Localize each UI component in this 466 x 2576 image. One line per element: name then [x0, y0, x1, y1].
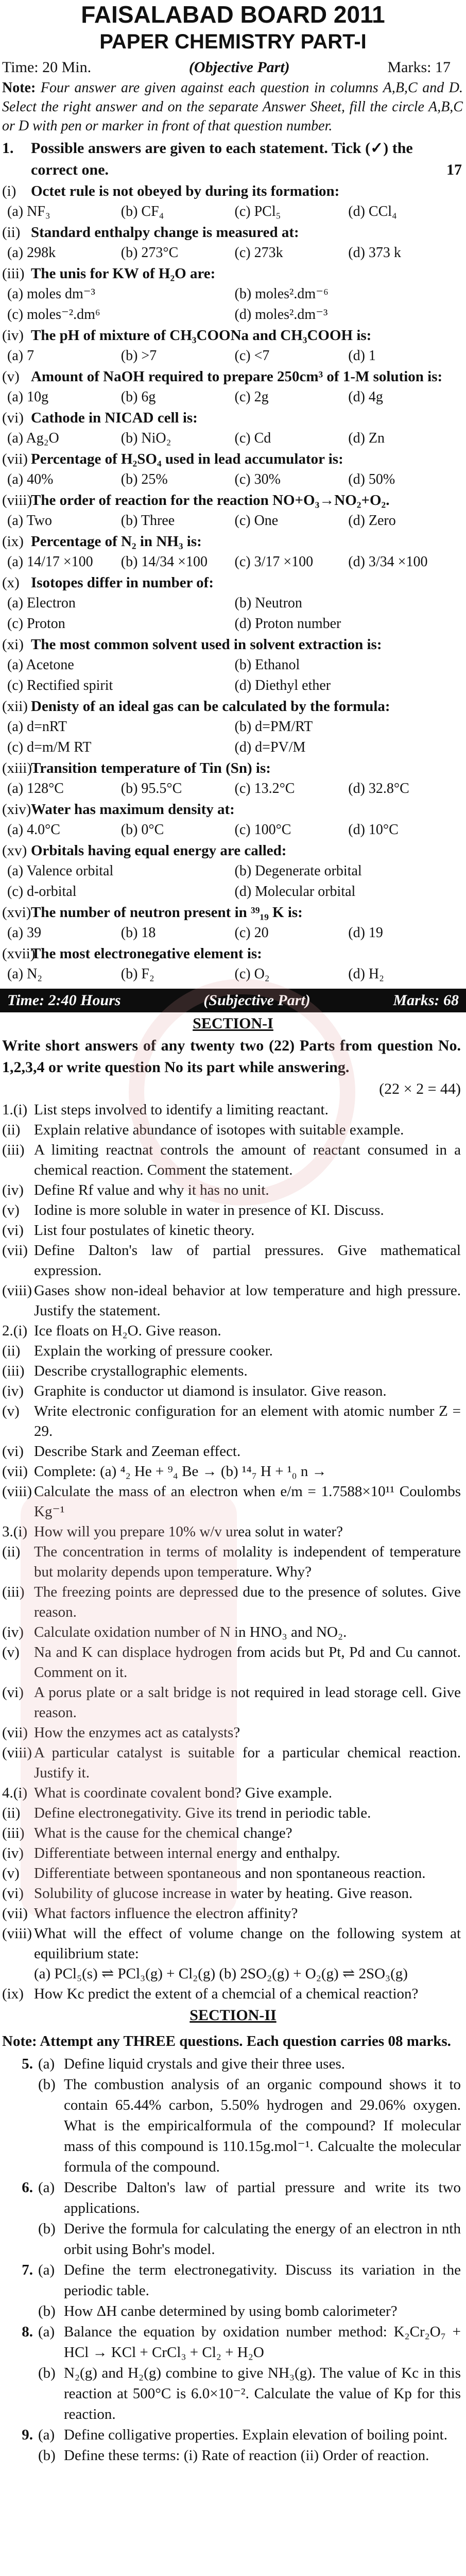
long-question-number	[2, 2363, 38, 2425]
short-question-number: 1.(i)	[2, 1101, 28, 1118]
long-question-number: 8.	[22, 2324, 33, 2340]
mcq-item	[0, 902, 466, 943]
short-question-text: Differentiate between internal energy and enthalpy.	[34, 1845, 340, 1861]
mcq-stem	[2, 943, 462, 964]
mcq-item	[0, 799, 466, 840]
long-question-part: (b)	[38, 2303, 56, 2319]
mcq-roman-number: (xiii)	[2, 760, 32, 776]
mcq-option: (a) N₂	[7, 966, 43, 982]
short-question	[0, 1281, 466, 1321]
mcq-option: (d) Diethyl ether	[234, 677, 331, 693]
short-question	[0, 1964, 466, 1984]
mcq-item	[0, 758, 466, 799]
mcq-option: (d) H₂	[348, 966, 384, 982]
short-question-number: (vi)	[2, 1885, 24, 1902]
short-question-text: (a) PCl₅(s) ⇌ PCl₃(g) + Cl₂(g) (b) 2SO₂(g) + O₂(g) ⇌ 2SO₃(g)	[34, 1965, 408, 1982]
time-label: Time: 20 Min.	[2, 59, 92, 76]
mcq-stem-text: The most common solvent used in solvent extraction is:	[31, 636, 382, 653]
short-question-number: (vii)	[2, 1242, 28, 1259]
short-question-number: 2.(i)	[2, 1323, 28, 1339]
short-question-text: What factors influence the electron affinity?	[34, 1905, 298, 1922]
section-1-title: SECTION-I	[193, 1015, 273, 1032]
short-question-number: (iv)	[2, 1383, 24, 1399]
mcq-stem-text: Isotopes differ in number of:	[31, 574, 214, 591]
mcq-option: (b) F₂	[120, 966, 154, 982]
watermark-stamp	[21, 1494, 237, 1917]
short-question	[0, 1221, 466, 1241]
objective-header	[0, 55, 466, 78]
short-question-text: Complete: (a) ⁴₂ He + ⁹₄ Be → (b) ¹⁴₇ H + ¹₀ n →	[34, 1463, 327, 1480]
mcq-option: (b) 14/34 ×100	[120, 554, 208, 570]
mcq-option: (d) 4g	[348, 389, 383, 405]
mcq-option: (a) moles dm⁻³	[7, 286, 95, 302]
mcq-options	[2, 511, 462, 531]
mcq-item	[0, 181, 466, 222]
mcq-item	[0, 263, 466, 325]
mcq-stem	[2, 490, 462, 511]
question-marks: 17	[446, 161, 462, 178]
mcq-option: (b) 0°C	[120, 822, 164, 838]
mcq-list	[0, 181, 466, 985]
mcq-options	[2, 428, 462, 449]
long-question-part: (b)	[38, 2447, 56, 2464]
short-question-number: (iii)	[2, 1363, 25, 1379]
mcq-option: (b) Neutron	[234, 595, 302, 611]
mcq-stem-text: The number of neutron present in ³⁹₁₉ K is:	[31, 904, 303, 921]
mcq-item	[0, 366, 466, 408]
mcq-stem	[2, 696, 462, 717]
mcq-option: (a) Acetone	[7, 657, 74, 673]
mcq-item	[0, 572, 466, 634]
short-question-text: List steps involved to identify a limiting reactant.	[34, 1101, 329, 1118]
mcq-option: (a) 14/17 ×100	[7, 554, 93, 570]
mcq-options	[2, 593, 462, 634]
mcq-roman-number: (vii)	[2, 451, 28, 467]
long-question-text: Define colligative properties. Explain elevation of boiling point.	[64, 2427, 447, 2443]
short-question-number: (v)	[2, 1202, 20, 1218]
long-question-number	[2, 2301, 38, 2321]
mcq-option: (d) 1	[348, 348, 376, 364]
note-block	[0, 78, 466, 135]
mcq-option: (d) 10°C	[348, 822, 399, 838]
short-question-number: (v)	[2, 1644, 20, 1660]
mcq-roman-number: (x)	[2, 574, 20, 591]
mcq-option: (a) 39	[7, 925, 42, 941]
mcq-options	[2, 552, 462, 572]
mcq-option: (a) Two	[7, 513, 52, 529]
short-question-text: Write electronic configuration for an element with atomic number Z = 29.	[34, 1403, 461, 1439]
short-question-text: What is the cause for the chemical change?	[34, 1825, 292, 1841]
short-question-number: (vi)	[2, 1443, 24, 1460]
section-1-marks: (22 × 2 = 44)	[379, 1080, 461, 1097]
mcq-item	[0, 531, 466, 572]
long-question	[0, 2445, 466, 2466]
mcq-option: (a) 7	[7, 348, 34, 364]
short-question	[0, 1462, 466, 1482]
long-question	[0, 2321, 466, 2363]
mcq-stem-text: The most electronegative element is:	[31, 945, 262, 962]
mcq-option: (c) 20	[234, 925, 269, 941]
mcq-option: (c) 3/17 ×100	[234, 554, 314, 570]
section-2-title: SECTION-II	[189, 2007, 277, 2024]
mcq-stem-text: Water has maximum density at:	[31, 801, 235, 818]
mcq-stem	[2, 181, 462, 201]
short-question-text: Calculate the mass of an electron when e/m = 1.7588×10¹¹ Coulombs Kg⁻¹	[34, 1483, 461, 1520]
mcq-stem-text: The pH of mixture of CH₃COONa and CH₃COOH is:	[31, 327, 372, 344]
mcq-option: (b) d=PM/RT	[234, 719, 313, 735]
short-question-number: (ix)	[2, 1986, 24, 2002]
short-question-text: Define Rf value and why it has no unit.	[34, 1182, 269, 1198]
long-question-text: Define these terms: (i) Rate of reaction (ii) Order of reaction.	[64, 2447, 429, 2464]
mcq-stem	[2, 902, 462, 923]
short-question-text: Describe Stark and Zeeman effect.	[34, 1443, 241, 1460]
mcq-option: (c) 273k	[234, 245, 283, 261]
mcq-stem-text: Percentage of H₂SO₄ used in lead accumulator is:	[31, 451, 343, 467]
mcq-roman-number: (v)	[2, 368, 20, 385]
mcq-stem	[2, 634, 462, 655]
short-question-number: (iv)	[2, 1845, 24, 1861]
part-label: (Objective Part)	[188, 59, 290, 76]
mcq-options	[2, 717, 462, 758]
mcq-roman-number: (vi)	[2, 410, 24, 426]
mcq-options	[2, 923, 462, 943]
short-question-number: (viii)	[2, 1483, 32, 1500]
short-question-number: (vii)	[2, 1905, 28, 1922]
mcq-option: (d) 373 k	[348, 245, 401, 261]
watermark-seal	[129, 979, 355, 1206]
mcq-stem-text: Octet rule is not obeyed by during its formation:	[31, 183, 340, 199]
short-question-number: 4.(i)	[2, 1785, 28, 1801]
short-question-text: Define Dalton's law of partial pressures. Give mathematical expression.	[34, 1242, 461, 1279]
mcq-roman-number: (xi)	[2, 636, 24, 653]
short-question-text: Explain relative abundance of isotopes with suitable example.	[34, 1122, 404, 1138]
mcq-option: (c) d-orbital	[7, 884, 77, 900]
long-question-number: 9.	[22, 2427, 33, 2443]
long-question	[0, 2260, 466, 2301]
long-question-part: (a)	[38, 2262, 55, 2278]
question-text: Possible answers are given to each statement. Tick (✓) the correct one.	[31, 140, 413, 178]
band-part: (Subjective Part)	[203, 992, 310, 1009]
short-question-number: (iv)	[2, 1624, 24, 1640]
short-question-number: (iv)	[2, 1182, 24, 1198]
board-title: FAISALABAD BOARD 2011	[81, 1, 385, 28]
short-question-text: What will the effect of volume change on the following system at equilibrium state:	[34, 1925, 461, 1962]
mcq-options	[2, 346, 462, 366]
mcq-stem	[2, 325, 462, 346]
long-question	[0, 2177, 466, 2218]
mcq-option: (a) Electron	[7, 595, 76, 611]
short-question-text: Gases show non-ideal behavior at low temperature and high pressure. Justify the statement.	[34, 1282, 461, 1319]
short-question-text: Graphite is conductor ut diamond is insulator. Give reason.	[34, 1383, 387, 1399]
short-question-number: (ii)	[2, 1544, 21, 1560]
short-question-text: Explain the working of pressure cooker.	[34, 1343, 273, 1359]
question-number: 1.	[2, 140, 14, 157]
short-question-number	[2, 1964, 34, 1984]
mcq-option: (d) moles².dm⁻³	[234, 307, 328, 323]
long-question-number	[2, 2445, 38, 2466]
mcq-option: (a) 128°C	[7, 781, 64, 796]
mcq-item	[0, 408, 466, 449]
short-question-text: Iodine is more soluble in water in presence of KI. Discuss.	[34, 1202, 384, 1218]
long-question-text: Derive the formula for calculating the energy of an electron in nth orbit using Bohr's model.	[64, 2221, 461, 2258]
short-question-number: (viii)	[2, 1925, 32, 1942]
note-text: Four answer are given against each question in columns A,B,C and D. Select the right answer and on the separate Answer Sheet, fill the circle A,B,C or D with pen or marker in front of that question number.	[2, 80, 463, 134]
mcq-option: (c) 2g	[234, 389, 269, 405]
mcq-roman-number: (xvi)	[2, 904, 31, 921]
long-question-list	[0, 2054, 466, 2466]
mcq-option: (b) Ethanol	[234, 657, 300, 673]
short-question-number: (vii)	[2, 1463, 28, 1480]
long-question-number: 6.	[22, 2179, 33, 2196]
mcq-option: (a) NF₃	[7, 204, 50, 219]
mcq-roman-number: (xii)	[2, 698, 28, 715]
mcq-roman-number: (iv)	[2, 327, 24, 344]
mcq-option: (c) One	[234, 513, 279, 529]
short-question-text: A porus plate or a salt bridge is not required in lead storage cell. Give reason.	[34, 1684, 461, 1721]
mcq-option: (d) 3/34 ×100	[348, 554, 428, 570]
mcq-option: (b) Three	[120, 513, 175, 529]
mcq-stem-text: The order of reaction for the reaction NO+O₃→NO₂+O₂.	[31, 492, 390, 509]
mcq-item	[0, 222, 466, 263]
mcq-option: (d) Proton number	[234, 616, 341, 632]
mcq-option: (c) <7	[234, 348, 270, 364]
mcq-option: (b) Degenerate orbital	[234, 863, 362, 879]
mcq-options	[2, 655, 462, 696]
mcq-roman-number: (viii)	[2, 492, 32, 509]
short-question	[0, 1381, 466, 1401]
mcq-option: (a) 40%	[7, 471, 54, 487]
long-question	[0, 2425, 466, 2445]
long-question-text: Define the term electronegativity. Discuss its variation in the periodic table.	[64, 2262, 461, 2299]
short-question	[0, 1442, 466, 1462]
long-question-part: (a)	[38, 2179, 55, 2196]
mcq-option: (b) 18	[120, 925, 156, 941]
mcq-stem-text: Standard enthalpy change is measured at:	[31, 224, 299, 241]
paper-title: PAPER CHEMISTRY PART-I	[99, 30, 367, 53]
long-question	[0, 2363, 466, 2425]
long-question-text: Balance the equation by oxidation number method: K₂Cr₂O₇ + HCl → KCl + CrCl₃ + Cl₂ + H₂O	[64, 2324, 461, 2361]
short-question	[0, 1984, 466, 2004]
mcq-option: (c) d=m/M RT	[7, 739, 92, 755]
mcq-option: (b) moles².dm⁻⁶	[234, 286, 329, 302]
mcq-options	[2, 820, 462, 840]
mcq-options	[2, 778, 462, 799]
mcq-stem-text: Orbitals having equal energy are called:	[31, 842, 287, 859]
short-question-number: (iii)	[2, 1584, 25, 1600]
short-question-text: Define electronegativity. Give its trend in periodic table.	[34, 1805, 371, 1821]
mcq-option: (d) Molecular orbital	[234, 884, 356, 900]
mcq-roman-number: (xiv)	[2, 801, 31, 818]
mcq-stem	[2, 799, 462, 820]
section-2-instruction: Note: Attempt any THREE questions. Each question carries 08 marks.	[2, 2033, 451, 2049]
short-question-number: (viii)	[2, 1744, 32, 1761]
mcq-option: (b) 95.5°C	[120, 781, 182, 796]
mcq-roman-number: (ii)	[2, 224, 21, 241]
mcq-roman-number: (xvii)	[2, 945, 36, 962]
mcq-item	[0, 696, 466, 758]
mcq-option: (c) 100°C	[234, 822, 291, 838]
mcq-option: (c) PCl₅	[234, 204, 281, 219]
short-question	[0, 1361, 466, 1381]
mcq-item	[0, 840, 466, 902]
short-question-text: Describe crystallographic elements.	[34, 1363, 248, 1379]
mcq-item	[0, 943, 466, 985]
mcq-stem-text: Percentage of N₂ in NH₃ is:	[31, 533, 202, 550]
mcq-option: (c) moles⁻².dm⁶	[7, 307, 100, 323]
short-question-text: A limiting reactnat controls the amount of reactant consumed in a chemical reaction. Comment the statement.	[34, 1142, 461, 1178]
mcq-options	[2, 201, 462, 222]
mcq-option: (c) O₂	[234, 966, 270, 982]
long-question	[0, 2074, 466, 2177]
short-question-number: (vii)	[2, 1724, 28, 1741]
mcq-option: (b) CF₄	[120, 204, 164, 219]
long-question-part: (a)	[38, 2056, 55, 2072]
short-question-text: How the enzymes act as catalysts?	[34, 1724, 240, 1741]
long-question-part: (a)	[38, 2427, 55, 2443]
short-question-number: 3.(i)	[2, 1523, 28, 1540]
short-question-number: (iii)	[2, 1142, 25, 1158]
mcq-stem	[2, 408, 462, 428]
mcq-option: (a) Ag₂O	[7, 430, 59, 446]
mcq-options	[2, 243, 462, 263]
mcq-stem	[2, 572, 462, 593]
long-question-part: (b)	[38, 2365, 56, 2381]
mcq-stem	[2, 263, 462, 284]
short-question-number: (vi)	[2, 1684, 24, 1701]
long-question-part: (b)	[38, 2221, 56, 2237]
mcq-option: (c) 30%	[234, 471, 281, 487]
mcq-roman-number: (xv)	[2, 842, 27, 859]
mcq-stem	[2, 758, 462, 778]
mcq-option: (a) 4.0°C	[7, 822, 60, 838]
mcq-option: (c) Cd	[234, 430, 271, 446]
short-question-text: Differentiate between spontaneous and non spontaneous reaction.	[34, 1865, 426, 1882]
mcq-option: (c) Proton	[7, 616, 65, 632]
mcq-stem	[2, 449, 462, 469]
mcq-stem-text: Denisty of an ideal gas can be calculated by the formula:	[31, 698, 390, 715]
section-1-instruction-text: Write short answers of any twenty two (22) Parts from question No. 1,2,3,4 or write question No its part while answering.	[2, 1037, 461, 1076]
short-question-number: (v)	[2, 1403, 20, 1419]
mcq-option: (a) 10g	[7, 389, 49, 405]
mcq-stem	[2, 222, 462, 243]
long-question	[0, 2301, 466, 2321]
mcq-stem-text: The unis for KW of H₂O are:	[31, 265, 216, 282]
mcq-option: (c) Rectified spirit	[7, 677, 113, 693]
short-question-number: (v)	[2, 1865, 20, 1882]
mcq-option: (b) 25%	[120, 471, 168, 487]
mcq-roman-number: (ix)	[2, 533, 24, 550]
short-question-number: (ii)	[2, 1805, 21, 1821]
mcq-option: (d) Zero	[348, 513, 396, 529]
marks-label: Marks: 17	[387, 59, 451, 76]
long-question-text: The combustion analysis of an organic compound shows it to contain 65.44% carbon, 5.50% hydrogen and 29.06% oxygen. What is the empiricalformula of the compound? If molecular mass of this compound is 110.15g.mol⁻¹. Calcualte the molecular formula of the compound.	[64, 2076, 461, 2175]
long-question-number: 7.	[22, 2262, 33, 2278]
short-question-number: (vi)	[2, 1222, 24, 1239]
short-question-text: A particular catalyst is suitable for a particular chemical reaction. Justify it.	[34, 1744, 461, 1781]
mcq-stem-text: Transition temperature of Tin (Sn) is:	[31, 760, 271, 776]
short-question	[0, 1241, 466, 1281]
long-question-number: 5.	[22, 2056, 33, 2072]
mcq-stem	[2, 366, 462, 387]
short-question-number: (viii)	[2, 1282, 32, 1299]
short-question	[0, 1321, 466, 1341]
short-question-text: Ice floats on H₂O. Give reason.	[34, 1323, 221, 1339]
short-question-text: Calculate oxidation number of N in HNO₃ and NO₂.	[34, 1624, 347, 1640]
note-label: Note:	[2, 80, 36, 96]
band-time: Time: 2:40 Hours	[7, 992, 121, 1009]
mcq-options	[2, 387, 462, 408]
long-question-text: Define liquid crystals and give their three uses.	[64, 2056, 346, 2072]
band-marks: Marks: 68	[393, 992, 459, 1009]
mcq-option: (d) Zn	[348, 430, 385, 446]
short-question-text: The concentration in terms of molality is independent of temperature but molarity depends upon temperature. Why?	[34, 1544, 461, 1580]
short-question-number: (ii)	[2, 1122, 21, 1138]
mcq-option: (c) 13.2°C	[234, 781, 295, 796]
mcq-option: (a) d=nRT	[7, 719, 67, 735]
mcq-option: (a) 298k	[7, 245, 56, 261]
long-question-part: (b)	[38, 2076, 56, 2093]
question-1	[0, 135, 466, 181]
mcq-options	[2, 284, 462, 325]
short-question-number: (ii)	[2, 1343, 21, 1359]
mcq-item	[0, 325, 466, 366]
mcq-item	[0, 634, 466, 696]
mcq-options	[2, 861, 462, 902]
mcq-option: (b) NiO₂	[120, 430, 171, 446]
long-question-number	[2, 2074, 38, 2177]
mcq-item	[0, 449, 466, 490]
short-question	[0, 1341, 466, 1361]
short-question-text: How Kc predict the extent of a chemcial of a chemical reaction?	[34, 1986, 419, 2002]
short-question	[0, 1924, 466, 1964]
mcq-roman-number: (iii)	[2, 265, 25, 282]
mcq-stem-text: Amount of NaOH required to prepare 250cm³ of 1-M solution is:	[31, 368, 443, 385]
long-question	[0, 2054, 466, 2074]
long-question-number	[2, 2218, 38, 2260]
long-question-text: N₂(g) and H₂(g) combine to give NH₃(g). The value of Kc in this reaction at 500°C is 6.0×10⁻². Calculate the value of Kp for this reaction.	[64, 2365, 461, 2422]
mcq-option: (b) 6g	[120, 389, 156, 405]
mcq-option: (d) d=PV/M	[234, 739, 306, 755]
mcq-option: (b) >7	[120, 348, 157, 364]
mcq-option: (d) 50%	[348, 471, 395, 487]
mcq-option: (b) 273°C	[120, 245, 179, 261]
mcq-option: (d) CCl₄	[348, 204, 397, 219]
short-question	[0, 1401, 466, 1442]
mcq-roman-number: (i)	[2, 183, 16, 199]
short-question-number: (iii)	[2, 1825, 25, 1841]
mcq-item	[0, 490, 466, 531]
short-question-text: The freezing points are depressed due to the presence of solutes. Give reason.	[34, 1584, 461, 1620]
short-question-text: Solubility of glucose increase in water by heating. Give reason.	[34, 1885, 413, 1902]
mcq-option: (d) 19	[348, 925, 383, 941]
long-question-part: (a)	[38, 2324, 55, 2340]
mcq-option: (d) 32.8°C	[348, 781, 409, 796]
mcq-option: (a) Valence orbital	[7, 863, 114, 879]
long-question	[0, 2218, 466, 2260]
mcq-stem	[2, 840, 462, 861]
mcq-options	[2, 469, 462, 490]
mcq-stem-text: Cathode in NICAD cell is:	[31, 410, 198, 426]
long-question-text: Describe Dalton's law of partial pressure and write its two applications.	[64, 2179, 461, 2216]
short-question-text: What is coordinate covalent bond? Give example.	[34, 1785, 332, 1801]
short-question-text: How will you prepare 10% w/v urea solut in water?	[34, 1523, 343, 1540]
short-question-text: Na and K can displace hydrogen from acids but Pt, Pd and Cu cannot. Comment on it.	[34, 1644, 461, 1681]
short-question-text: List four postulates of kinetic theory.	[34, 1222, 255, 1239]
mcq-stem	[2, 531, 462, 552]
long-question-text: How ΔH canbe determined by using bomb calorimeter?	[64, 2303, 398, 2319]
